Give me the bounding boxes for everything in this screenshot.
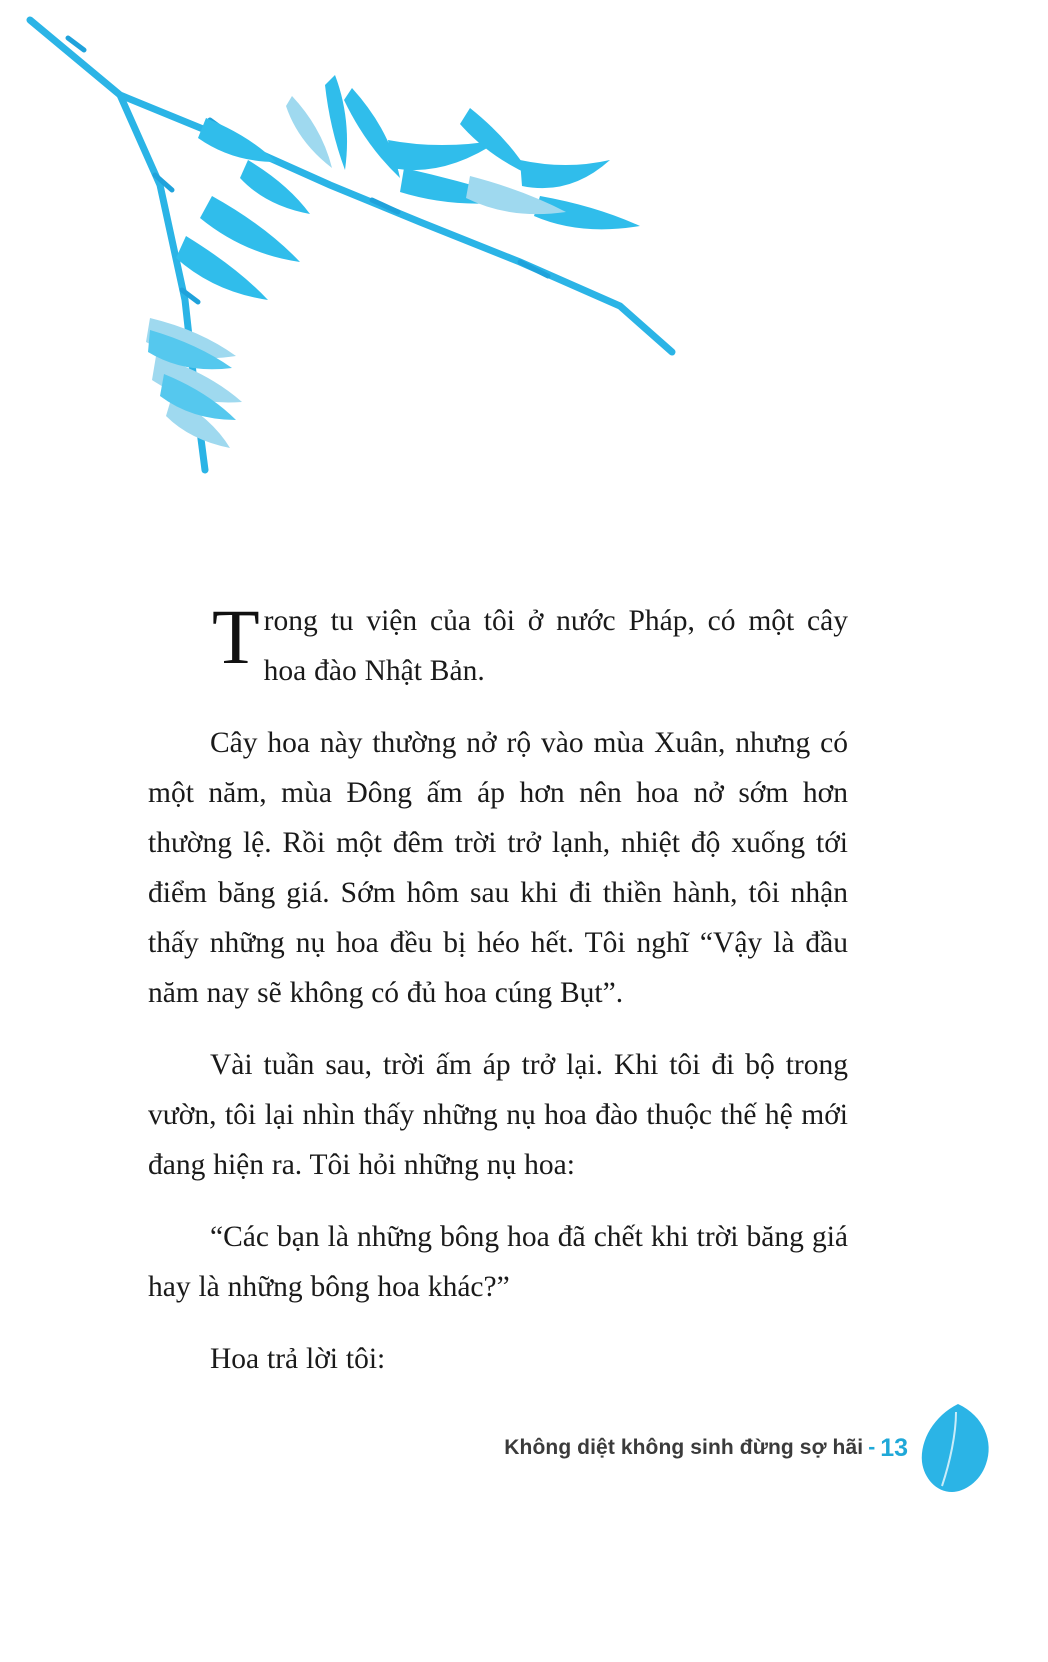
paragraph-1 bbox=[148, 593, 848, 696]
page-footer bbox=[504, 1402, 994, 1494]
page-number: 13 bbox=[880, 1433, 908, 1462]
paragraph-2: Cây hoa này thường nở rộ vào mùa Xuân, nhưng có một năm, mùa Đông ấm áp hơn nên hoa nở sớm hơn thường lệ. Rồi một đêm trời trở lạnh, nhiệt độ xuống tới điểm băng giá. Sớm hôm sau khi đi thiền hành, tôi nhận thấy những nụ hoa đều bị héo hết. Tôi nghĩ “Vậy là đầu năm nay sẽ không có đủ hoa cúng Bụt”. bbox=[148, 727, 848, 1009]
drop-cap: T bbox=[212, 593, 260, 680]
footer-book-title: Không diệt không sinh đừng sợ hãi bbox=[504, 1436, 864, 1459]
footer-separator: - bbox=[868, 1436, 876, 1459]
page-body bbox=[148, 593, 848, 1384]
paragraph-5: Hoa trả lời tôi: bbox=[210, 1343, 386, 1375]
bamboo-branch-illustration bbox=[0, 0, 760, 520]
paragraph-3: Vài tuần sau, trời ấm áp trở lại. Khi tôi đi bộ trong vườn, tôi lại nhìn thấy những nụ hoa đào thuộc thế hệ mới đang hiện ra. Tôi hỏi những nụ hoa: bbox=[148, 1049, 848, 1181]
paragraph-1-text: rong tu viện của tôi ở nước Pháp, có một cây hoa đào Nhật Bản. bbox=[263, 605, 848, 687]
bodhi-leaf-icon bbox=[920, 1402, 994, 1494]
paragraph-4: “Các bạn là những bông hoa đã chết khi trời băng giá hay là những bông hoa khác?” bbox=[148, 1221, 848, 1303]
